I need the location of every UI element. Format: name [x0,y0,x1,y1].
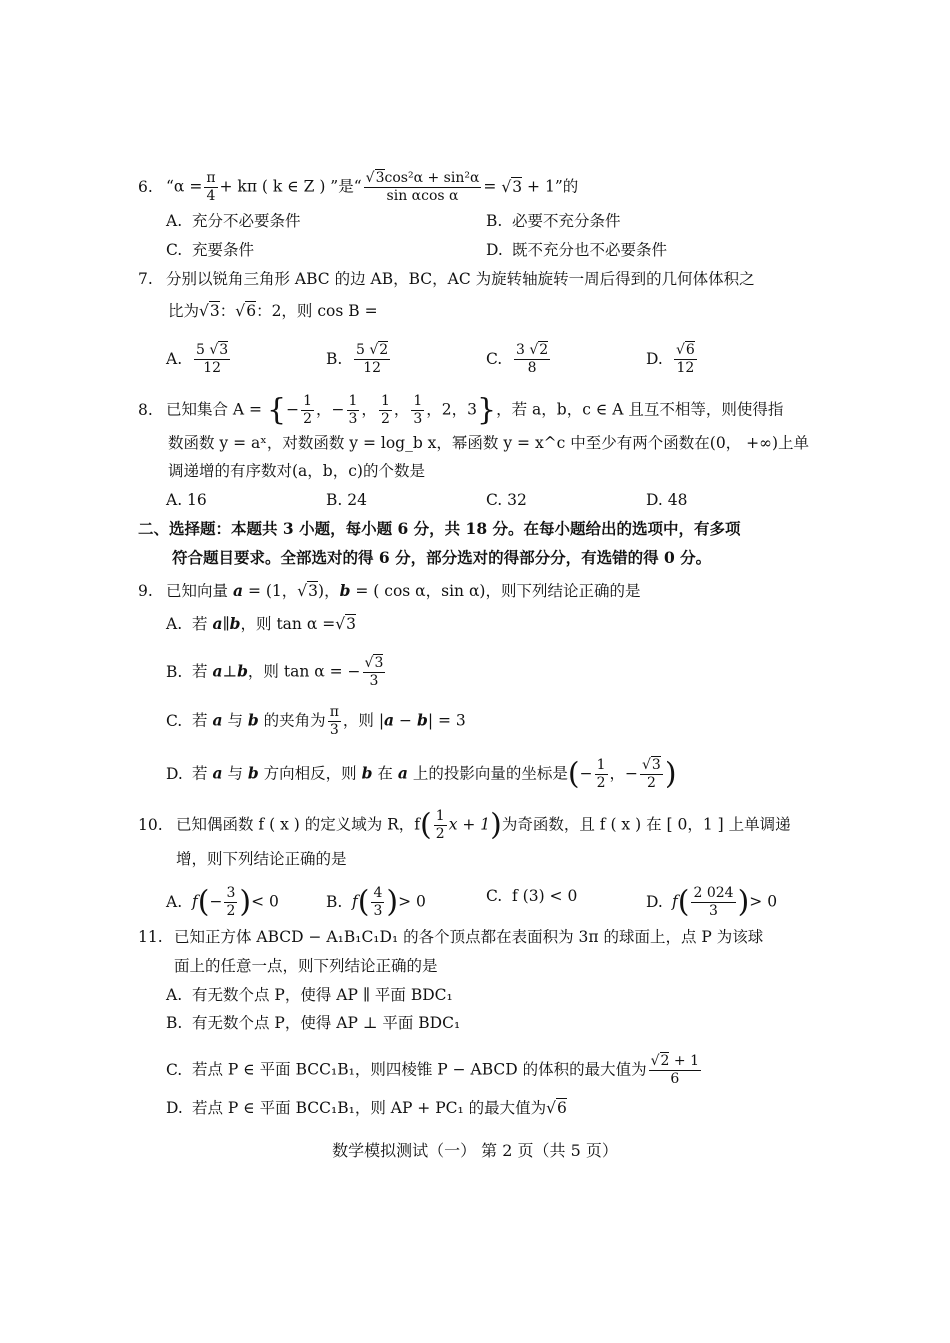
q10-option-a[interactable]: A. f(− $\frac{3}{2}$ )< 0 [166,884,279,920]
q6-option-c[interactable]: C. 充要条件 [166,241,255,259]
q8-stem-line1: 8. 已知集合 A = {− $\frac{1}{2}$ ，− $\frac{1}{3}$ ， $\frac{1}{2}$ ， $\frac{1}{3}$ ，2，3}，若 a，b，c ∈ A 且互不相等，则使得指 [138,392,784,428]
q8-stem-line2: 数函数 y = aˣ，对数函数 y = log_b x，幂函数 y = x^c 中至少有两个函数在(0， +∞)上单 [168,434,810,452]
q8-option-d[interactable]: D. 48 [646,491,688,509]
q8-option-c[interactable]: C. 32 [486,491,527,509]
q7-option-d[interactable]: D. √ $\frac{6}{12}$ [646,342,699,377]
q11-option-d[interactable]: D. 若点 P ∈ 平面 BCC₁B₁，则 AP + PC₁ 的最大值为√ 6 [166,1097,567,1119]
q6-fraction: √ $\frac{\text{3cos²α + sin²α}}{\text{sin αcos α}}$ [364,170,482,205]
section-2-heading: 二、选择题：本题共 3 小题，每小题 6 分，共 18 分。在每小题给出的选项中，有多项 [138,519,741,538]
q6-option-b[interactable]: B. 必要不充分条件 [486,212,621,230]
q9-option-a[interactable]: A. 若 a∥b，则 tan α =√ 3 [166,613,356,635]
q9-option-c[interactable]: C. 若 a 与 b 的夹角为 $\frac{\pi}{3}$ ，则 |a − b| = 3 [166,704,466,738]
q6-option-d[interactable]: D. 既不充分也不必要条件 [486,241,668,259]
q11-option-a[interactable]: A. 有无数个点 P，使得 AP ∥ 平面 BDC₁ [166,986,453,1004]
q7-stem-line1: 7. 分别以锐角三角形 ABC 的边 AB，BC，AC 为旋转轴旋转一周后得到的几何体体积之 [138,270,755,288]
q7-option-a[interactable]: A. $\frac{5 √ 3}{12}$ [166,342,232,377]
q9-stem: 9. 已知向量 a = (1，√ 3)，b = ( cos α，sin α)，则下列结论正确的是 [138,580,640,602]
q10-option-d[interactable]: D. f( $\frac{2 024}{3}$ )> 0 [646,884,778,920]
q9-option-d[interactable]: D. 若 a 与 b 方向相反，则 b 在 a 上的投影向量的坐标是(− $\frac{1}{2}$ ，− √ $\frac{3}{2}$ ) [166,757,677,792]
q10-stem-line1: 10. 已知偶函数 f ( x ) 的定义域为 R，f( $\frac{1}{2}$ x + 1)为奇函数，且 f ( x ) 在 [ 0，1 ] 上单调递 [138,807,791,843]
pi-over-4: $\frac{\pi}{4}$ [206,170,216,204]
page-footer: 数学模拟测试（一） 第 2 页（共 5 页） [332,1141,618,1160]
q11-stem-line1: 11. 已知正方体 ABCD − A₁B₁C₁D₁ 的各个顶点都在表面积为 3π 的球面上，点 P 为该球 [138,928,764,946]
q6-stem: 6. “α = $\frac{\pi}{4}$ + kπ ( k ∈ Z ) ”是“ √ $\frac{\text{3cos²α + sin²α}}{\text{sin αcos α}}$ = √ 3 + 1”的 [138,170,578,205]
q8-option-a[interactable]: A. 16 [166,491,207,509]
q11-option-b[interactable]: B. 有无数个点 P，使得 AP ⊥ 平面 BDC₁ [166,1014,461,1032]
q11-stem-line2: 面上的任意一点，则下列结论正确的是 [174,957,438,975]
q10-option-b[interactable]: B. f( $\frac{4}{3}$ )> 0 [326,884,426,920]
q7-stem-line2: 比为√ 3：√ 6：2，则 cos B = [168,300,378,322]
q11-option-c[interactable]: C. 若点 P ∈ 平面 BCC₁B₁，则四棱锥 P − ABCD 的体积的最大值为 √ $\frac{2 + 1}{6}$ [166,1053,703,1088]
section-2-instructions: 符合题目要求。全部选对的得 6 分，部分选对的得部分分，有选错的得 0 分。 [172,548,712,567]
q8-stem-line3: 调递增的有序数对(a，b，c)的个数是 [168,462,425,480]
q6-option-a[interactable]: A. 充分不必要条件 [166,212,301,230]
q7-option-b[interactable]: B. $\frac{5 √ 2}{12}$ [326,342,392,377]
q10-option-c[interactable]: C. f (3) < 0 [486,887,578,905]
q8-option-b[interactable]: B. 24 [326,491,367,509]
q7-option-c[interactable]: C. $\frac{3 √ 2}{8}$ [486,342,552,377]
q9-option-b[interactable]: B. 若 a⊥b，则 tan α = − √ $\frac{3}{3}$ [166,655,387,690]
q10-stem-line2: 增，则下列结论正确的是 [176,850,347,868]
